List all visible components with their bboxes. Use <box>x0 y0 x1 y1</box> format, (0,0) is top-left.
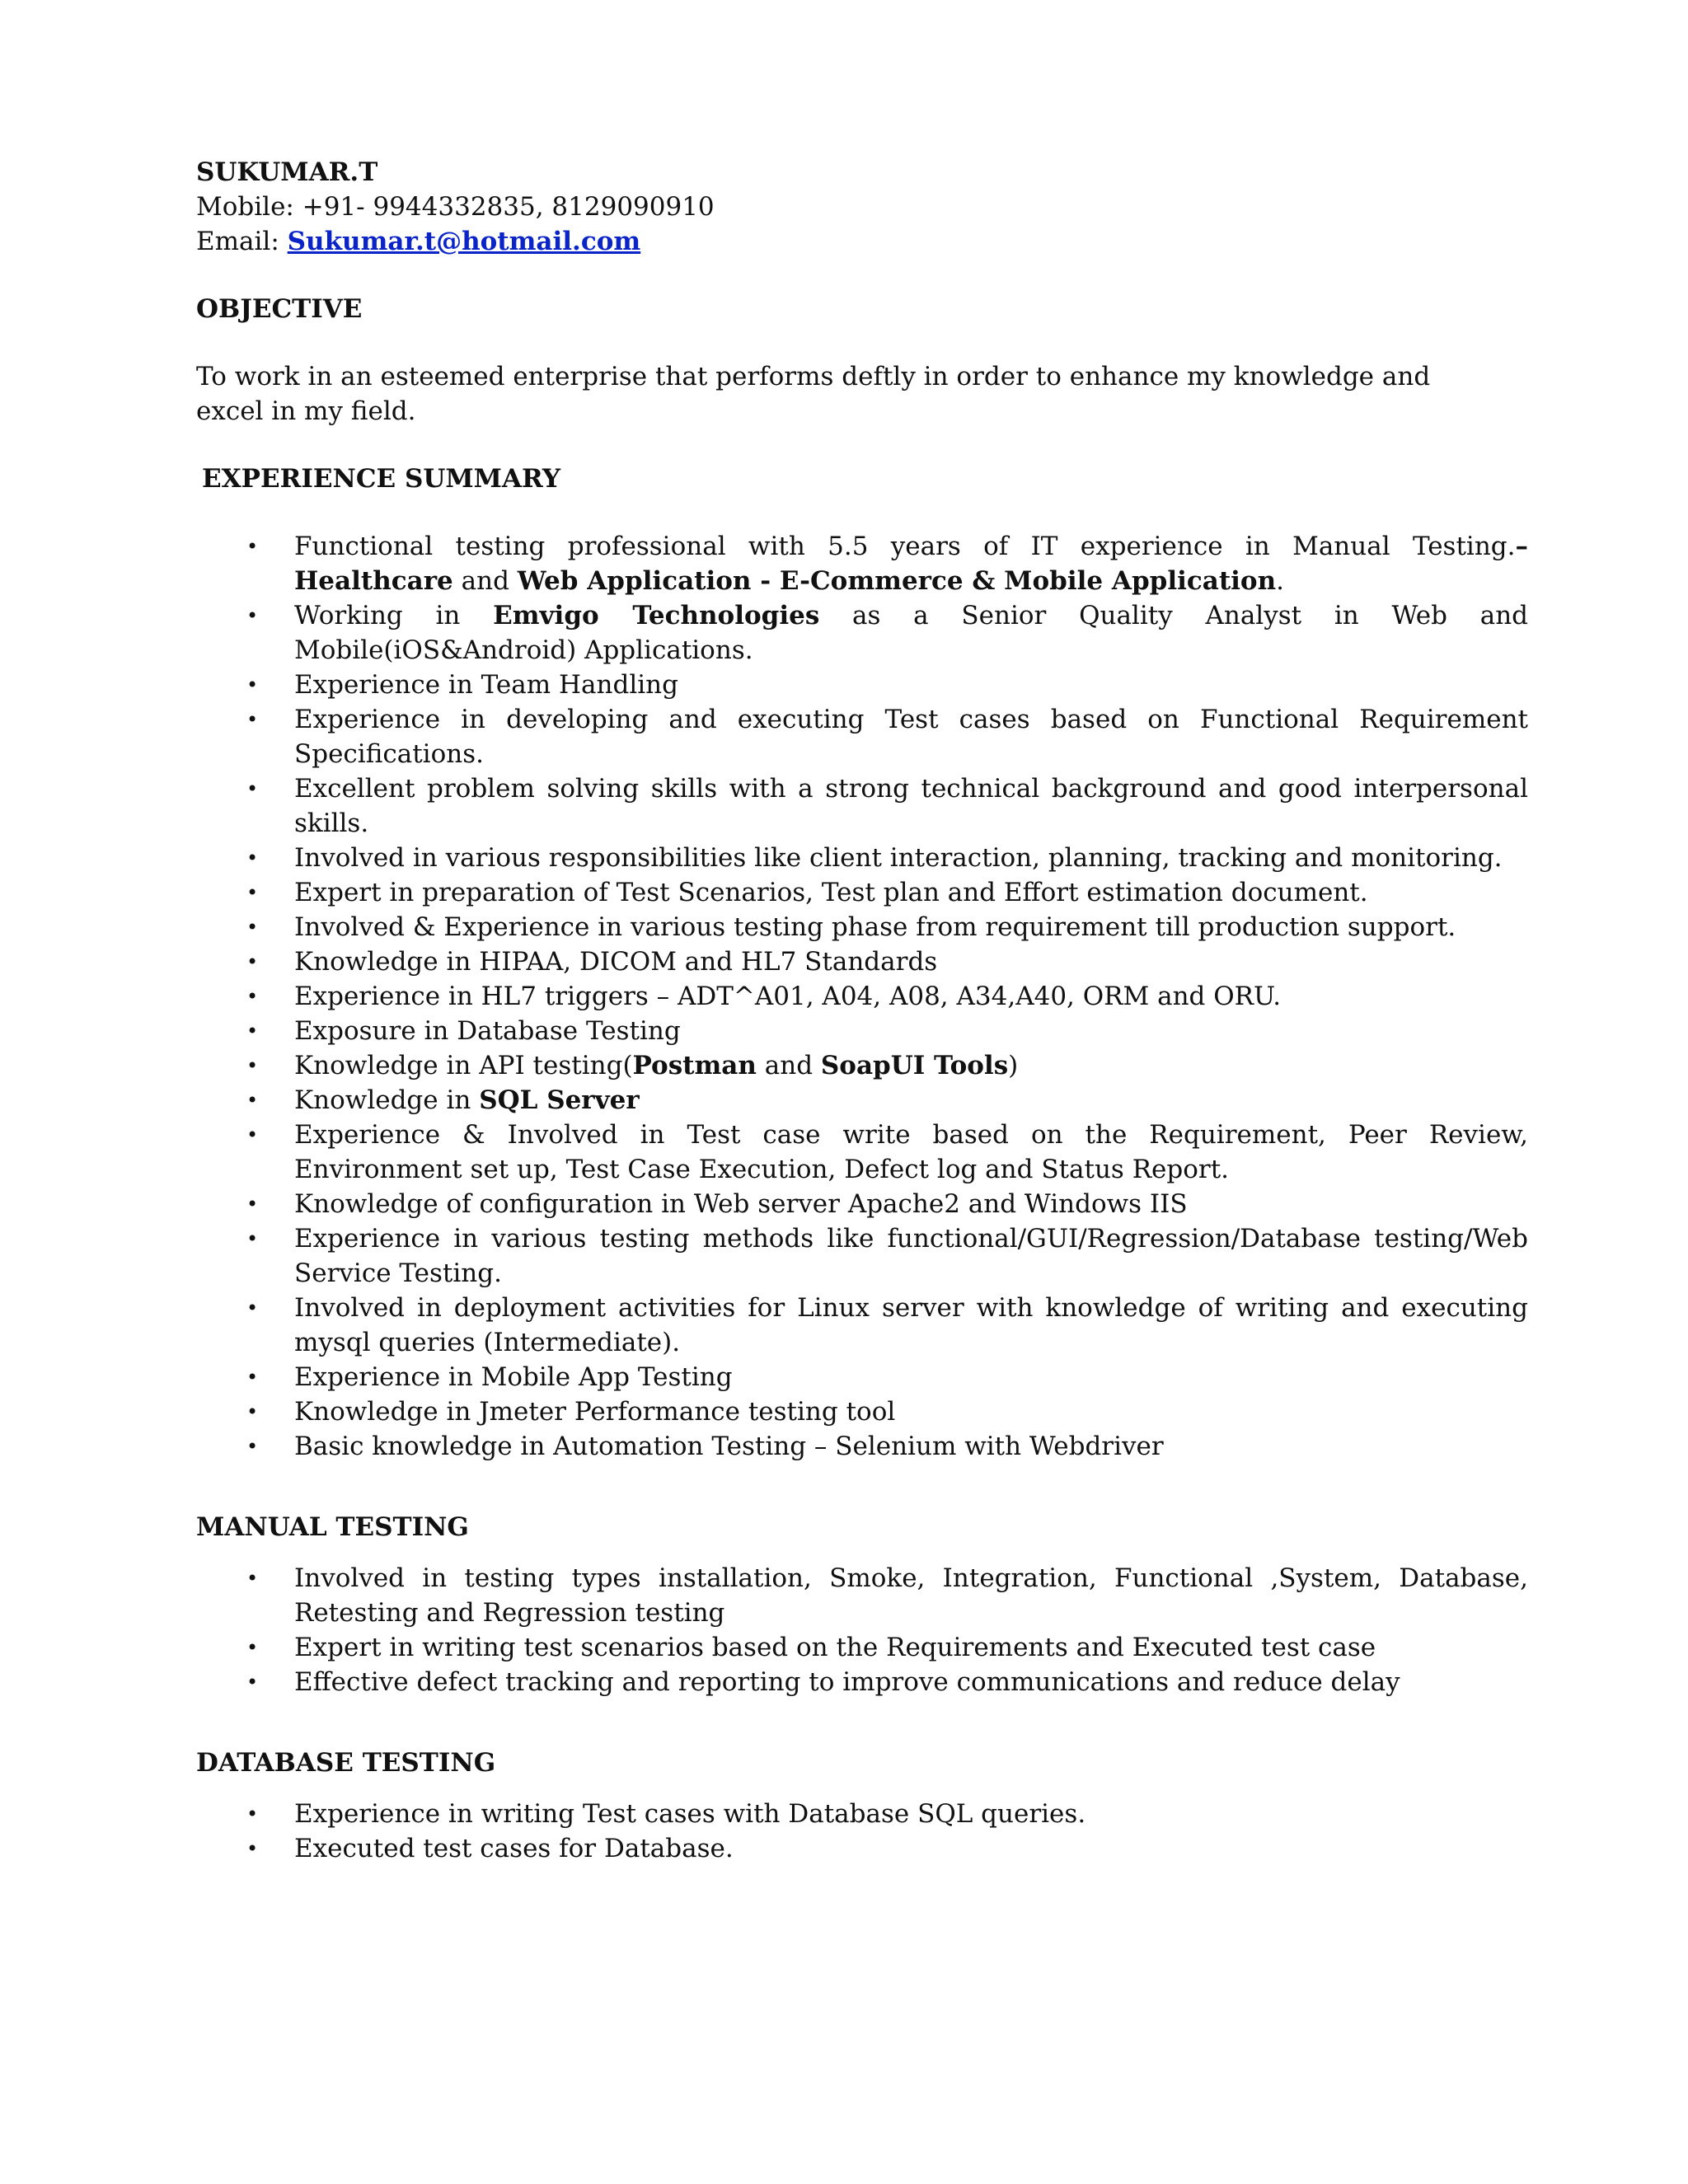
item-text: Basic knowledge in Automation Testing – Selenium with Webdriver <box>294 1432 1164 1461</box>
item-text: Expert in writing test scenarios based on the Requirements and Executed test case <box>294 1633 1376 1662</box>
bullet-icon: • <box>246 1366 259 1389</box>
list-item <box>196 1797 1528 1831</box>
bullet-icon: • <box>246 881 259 904</box>
item-text: Knowledge of configuration in Web server Apache2 and Windows IIS <box>294 1189 1188 1219</box>
bullet-icon: • <box>246 777 259 800</box>
item-text: Involved in deployment activities for Linux server with knowledge of writing and executing mysql queries (Intermediate). <box>294 1293 1528 1357</box>
bullet-icon: • <box>246 535 259 558</box>
item-bold-text: SQL Server <box>479 1085 640 1115</box>
item-text: Knowledge in Jmeter Performance testing tool <box>294 1397 896 1427</box>
list-item <box>196 979 1528 1014</box>
item-text: ) <box>1008 1051 1019 1080</box>
list-item <box>196 1187 1528 1221</box>
bullet-icon: • <box>246 1636 259 1659</box>
candidate-name: SUKUMAR.T <box>196 157 378 187</box>
item-bold-text: Web Application - E-Commerce & Mobile Application <box>517 566 1277 596</box>
item-text: and <box>756 1051 821 1080</box>
item-text: Experience in Mobile App Testing <box>294 1362 733 1392</box>
bullet-icon: • <box>246 1837 259 1860</box>
list-item <box>196 841 1528 875</box>
list-item <box>196 1291 1528 1360</box>
item-text: and <box>452 566 518 596</box>
bullet-icon: • <box>246 1123 259 1146</box>
item-bold-text: Emvigo Technologies <box>493 601 820 630</box>
item-text: Expert in preparation of Test Scenarios, Test plan and Effort estimation document. <box>294 878 1368 907</box>
list-item <box>196 702 1528 771</box>
list-item <box>196 771 1528 841</box>
item-text: Experience in HL7 triggers – ADT^A01, A04, A08, A34,A40, ORM and ORU. <box>294 982 1282 1011</box>
item-text: Experience in writing Test cases with Database SQL queries. <box>294 1799 1086 1829</box>
list-item <box>196 1831 1528 1866</box>
item-text: Effective defect tracking and reporting to improve communications and reduce delay <box>294 1667 1400 1697</box>
item-bold-text: Postman <box>632 1051 757 1080</box>
list-item <box>196 875 1528 910</box>
list-item <box>196 1048 1528 1083</box>
spacer <box>196 1699 1531 1746</box>
manual-testing-heading: MANUAL TESTING <box>196 1512 469 1542</box>
item-text: Experience in various testing methods like functional/GUI/Regression/Database testing/Web Service Testing. <box>294 1224 1528 1288</box>
list-item <box>196 1118 1528 1187</box>
list-item <box>196 944 1528 979</box>
manual-testing-list <box>196 1561 1531 1699</box>
item-text: Knowledge in API testing( <box>294 1051 633 1080</box>
objective-text: To work in an esteemed enterprise that performs deftly in order to enhance my knowledge and excel in my field. <box>196 362 1431 426</box>
spacer <box>196 259 1531 292</box>
spacer <box>196 1464 1531 1510</box>
email-label: Email: <box>196 227 288 256</box>
item-text: Exposure in Database Testing <box>294 1016 681 1046</box>
bullet-icon: • <box>246 708 259 731</box>
item-text: Experience in Team Handling <box>294 670 678 700</box>
bullet-icon: • <box>246 1089 259 1112</box>
list-item <box>196 668 1528 702</box>
bullet-icon: • <box>246 604 259 627</box>
bullet-icon: • <box>246 1193 259 1216</box>
item-text: Executed test cases for Database. <box>294 1834 734 1863</box>
item-bold-text: – Healthcare <box>294 532 1528 596</box>
item-text: Involved in testing types installation, Smoke, Integration, Functional ,System, Database, Retesting and Regression testing <box>294 1563 1528 1628</box>
email-line <box>196 224 1531 259</box>
resume-page <box>196 155 1531 1866</box>
bullet-icon: • <box>246 950 259 973</box>
list-item <box>196 910 1528 944</box>
list-item <box>196 1221 1528 1291</box>
experience-heading: EXPERIENCE SUMMARY <box>202 464 560 494</box>
bullet-icon: • <box>246 1802 259 1825</box>
mobile-label: Mobile: <box>196 192 302 222</box>
item-text: Functional testing professional with 5.5 years of IT experience in Manual Testing. <box>294 532 1516 561</box>
list-item <box>196 598 1528 668</box>
list-item <box>196 529 1528 598</box>
bullet-icon: • <box>246 1435 259 1458</box>
experience-list <box>196 529 1531 1464</box>
contact-block <box>196 155 1531 259</box>
database-testing-list <box>196 1797 1531 1866</box>
item-text: Excellent problem solving skills with a strong technical background and good interpersonal skills. <box>294 774 1528 838</box>
item-text: Knowledge in HIPAA, DICOM and HL7 Standards <box>294 947 938 977</box>
item-text: Experience & Involved in Test case write based on the Requirement, Peer Review, Environment set up, Test Case Execution, Defect log and Status Report. <box>294 1120 1528 1184</box>
list-item <box>196 1561 1528 1630</box>
item-text: Involved & Experience in various testing phase from requirement till production support. <box>294 912 1456 942</box>
mobile-value: +91- 9944332835, 8129090910 <box>302 192 715 222</box>
list-item <box>196 1394 1528 1429</box>
item-text: as a Senior Quality Analyst in Web and Mobile(iOS&Android) Applications. <box>294 601 1529 665</box>
list-item <box>196 1083 1528 1118</box>
bullet-icon: • <box>246 1227 259 1250</box>
bullet-icon: • <box>246 916 259 939</box>
list-item <box>196 1665 1528 1699</box>
objective-heading: OBJECTIVE <box>196 294 363 324</box>
item-text: Involved in various responsibilities like client interaction, planning, tracking and monitoring. <box>294 843 1503 873</box>
item-text: Working in <box>294 601 494 630</box>
database-testing-heading: DATABASE TESTING <box>196 1748 496 1778</box>
list-item <box>196 1429 1528 1464</box>
list-item <box>196 1014 1528 1048</box>
item-text: Knowledge in <box>294 1085 480 1115</box>
item-text: . <box>1276 566 1284 596</box>
bullet-icon: • <box>246 673 259 696</box>
bullet-icon: • <box>246 1567 259 1590</box>
bullet-icon: • <box>246 985 259 1008</box>
bullet-icon: • <box>246 1054 259 1077</box>
item-bold-text: SoapUI Tools <box>820 1051 1009 1080</box>
bullet-icon: • <box>246 1296 259 1319</box>
bullet-icon: • <box>246 846 259 869</box>
mobile-line <box>196 190 1531 224</box>
list-item <box>196 1630 1528 1665</box>
bullet-icon: • <box>246 1019 259 1043</box>
list-item <box>196 1360 1528 1394</box>
bullet-icon: • <box>246 1671 259 1694</box>
item-text: Experience in developing and executing Test cases based on Functional Requirement Specifications. <box>294 705 1528 769</box>
email-link[interactable]: Sukumar.t@hotmail.com <box>287 227 641 256</box>
bullet-icon: • <box>246 1400 259 1423</box>
